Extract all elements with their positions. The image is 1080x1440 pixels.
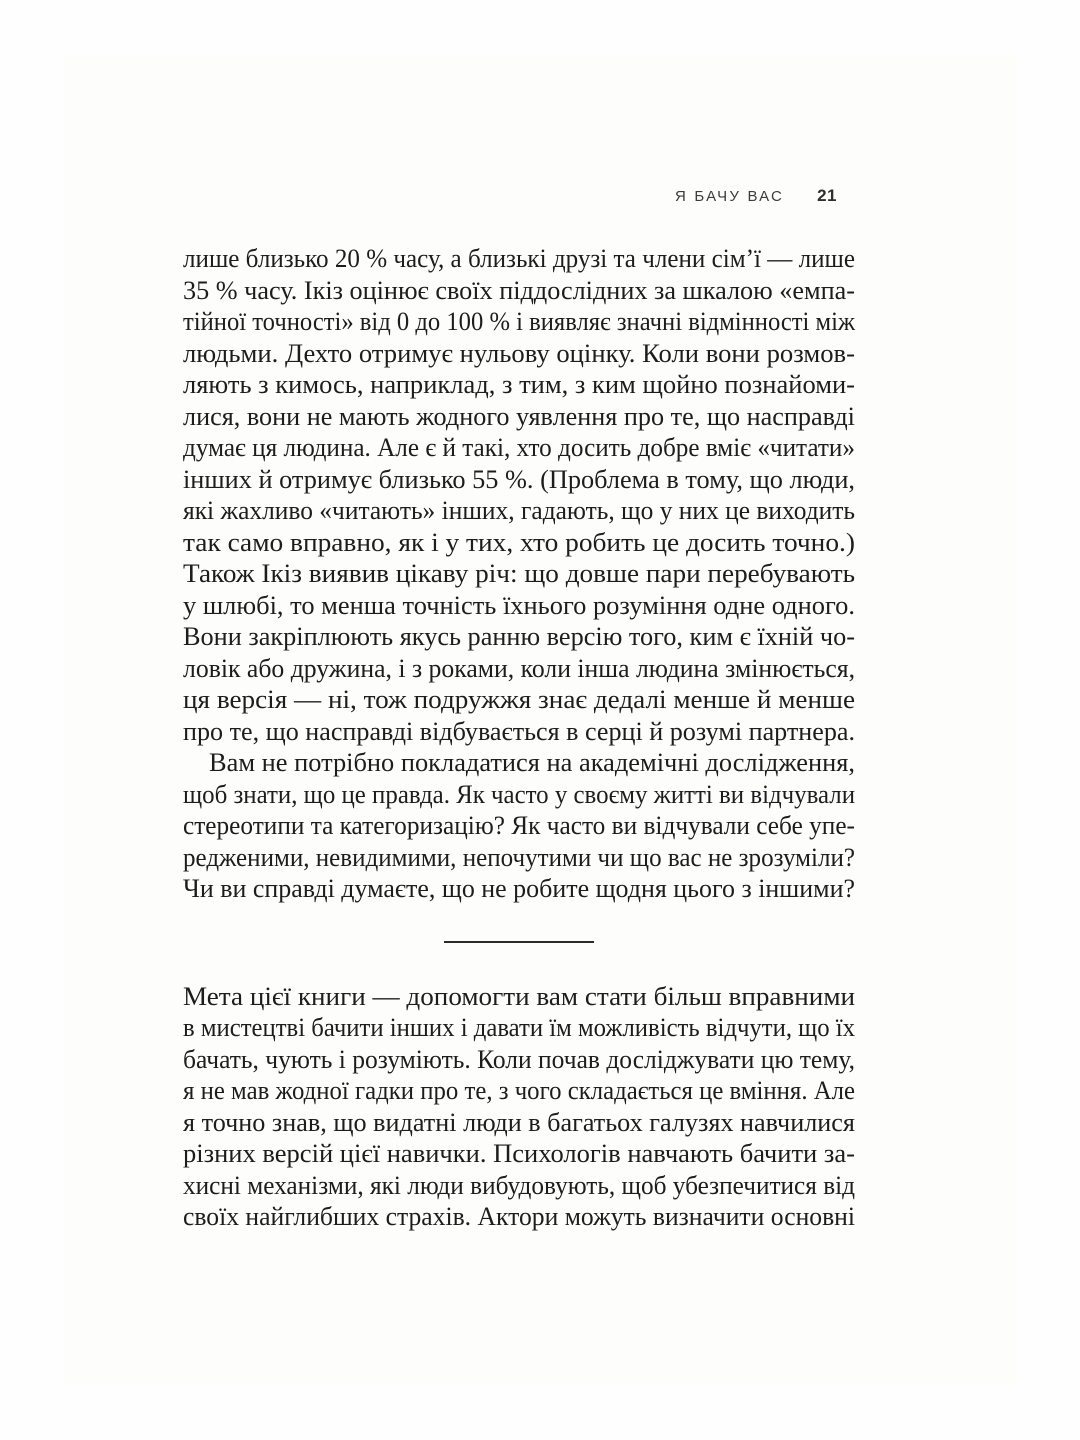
- text-line-content: думає ця людина. Але є й такі, хто досить добре вміє «читати»: [183, 433, 855, 462]
- text-line: [183, 369, 855, 401]
- text-line-content: ловік або дружина, і з роками, коли інша людина змінюється,: [183, 653, 856, 683]
- text-line-content: бачать, чують і розуміють. Коли почав досліджувати цю тему,: [183, 1044, 855, 1074]
- text-line: [183, 1107, 855, 1139]
- text-line: [183, 432, 855, 464]
- text-line-content: я точно знав, що видатні люди в багатьох галузях навчилися: [183, 1107, 855, 1137]
- text-line-content: Мета цієї книги — допомогти вам стати більш вправними: [183, 981, 856, 1011]
- text-line: [183, 653, 855, 685]
- text-line: [183, 810, 855, 842]
- text-line-content: редженими, невидимими, непочутими чи що вас не зрозуміли?: [183, 842, 856, 872]
- text-line: [183, 1201, 855, 1233]
- text-line: [183, 306, 855, 338]
- text-line: [183, 684, 855, 716]
- text-line-content: щоб знати, що це правда. Як часто у своєму житті ви відчували: [183, 779, 856, 809]
- section-divider: [444, 941, 594, 943]
- text-line-content: 35 % часу. Ікіз оцінює своїх піддослідних за шкалою «емпа-: [183, 275, 855, 305]
- text-line-content: Вони закріплюють якусь ранню версію того, ким є їхній чо-: [183, 622, 855, 651]
- text-line: [183, 873, 855, 905]
- text-line-content: людьми. Дехто отримує нульову оцінку. Коли вони розмов-: [183, 338, 855, 368]
- text-line: [183, 558, 855, 590]
- text-line: [183, 747, 855, 779]
- text-line: [183, 842, 855, 874]
- text-line: [183, 1012, 855, 1044]
- text-line-content: інших й отримує близько 55 %. (Проблема в тому, що люди,: [183, 464, 855, 494]
- text-line-content: у шлюбі, то менша точність їхнього розуміння одне одного.: [183, 590, 855, 620]
- text-line-content: я не мав жодної гадки про те, з чого складається це вміння. Але: [183, 1076, 855, 1105]
- text-line-content: різних версій цієї навички. Психологів навчають бачити за-: [183, 1139, 855, 1168]
- page-number: 21: [817, 186, 837, 205]
- running-head: [183, 186, 855, 206]
- text-line: [183, 338, 855, 370]
- text-line-content: своїх найглибших страхів. Актори можуть визначити основні: [183, 1202, 856, 1231]
- text-line: [183, 243, 855, 275]
- text-line-content: які жахливо «читають» інших, гадають, що у них це виходить: [183, 496, 856, 525]
- text-line-content: стереотипи та категоризацію? Як часто ви відчували себе упе-: [183, 811, 855, 840]
- text-line: [183, 464, 855, 496]
- text-line-content: в мистецтві бачити інших і давати їм можливість відчути, що їх: [183, 1013, 856, 1042]
- paragraph: [183, 981, 855, 1233]
- text-line: [183, 527, 855, 559]
- text-line: [183, 779, 855, 811]
- text-line-content: лися, вони не мають жодного уявлення про те, що насправді: [183, 401, 855, 431]
- running-head-title: Я БАЧУ ВАС: [675, 188, 785, 205]
- text-line: [183, 401, 855, 433]
- text-line-content: Чи ви справді думаєте, що не робите щодня цього з іншими?: [183, 874, 856, 903]
- text-line-content: ляють з кимось, наприклад, з тим, з ким щойно познайоми-: [183, 370, 855, 399]
- page-body: [183, 243, 855, 1233]
- text-line-content: Також Ікіз виявив цікаву річ: що довше пари перебувають: [183, 559, 856, 588]
- text-line: [183, 1075, 855, 1107]
- text-line: [183, 1138, 855, 1170]
- text-line: [183, 716, 855, 748]
- paragraph: [183, 747, 855, 905]
- text-line: [183, 590, 855, 622]
- text-line: [183, 1170, 855, 1202]
- text-line: [183, 275, 855, 307]
- text-line: [183, 1044, 855, 1076]
- text-line-content: ця версія — ні, тож подружжя знає дедалі менше й менше: [183, 685, 856, 714]
- text-line-content: так само вправно, як і у тих, хто робить це досить точно.): [183, 527, 855, 557]
- text-line-content: лише близько 20 % часу, а близькі друзі та члени сім’ї — лише: [183, 244, 855, 273]
- paragraph: [183, 243, 855, 747]
- text-line: [183, 981, 855, 1013]
- text-line-content: Вам не потрібно покладатися на академічні дослідження,: [209, 748, 855, 777]
- text-line-content: про те, що насправді відбувається в серці й розумі партнера.: [183, 716, 855, 746]
- text-line: [183, 621, 855, 653]
- text-line-content: хисні механізми, які люди вибудовують, щоб убезпечитися від: [183, 1170, 856, 1200]
- text-line-content: тійної точності» від 0 до 100 % і виявляє значні відмінності між: [183, 307, 855, 336]
- text-line: [183, 495, 855, 527]
